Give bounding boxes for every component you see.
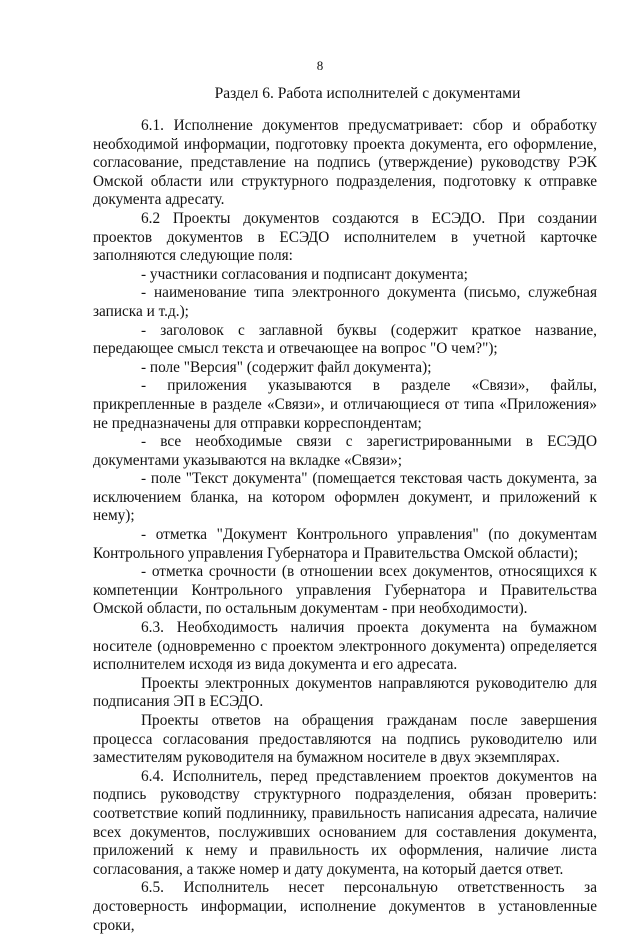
- paragraph: - участники согласования и подписант документа;: [141, 265, 468, 283]
- paragraph: Проекты электронных документов направляются руководителю для подписания ЭП в ЕСЭДО.: [93, 674, 597, 711]
- paragraph: - все необходимые связи с зарегистрированными в ЕСЭДО документами указываются на вкладке «Связи»;: [93, 433, 597, 469]
- section-title: Раздел 6. Работа исполнителей с документами: [214, 85, 521, 102]
- page-number: 8: [316, 58, 324, 73]
- paragraph: - отметка "Документ Контрольного управления" (по документам Контрольного управления Губернатора и Правительства Омской области);: [93, 526, 597, 562]
- paragraph: - отметка срочности (в отношении всех документов, относящихся к компетенции Контрольного управления Губернатора и Правительства Омской области, по остальным документам - при необходимости).: [93, 563, 597, 618]
- paragraph: 6.5. Исполнитель несет персональную ответственность за достоверность информации, исполнение документов в установленные сроки,: [93, 879, 597, 934]
- paragraph: - поле "Текст документа" (помещается текстовая часть документа, за исключением бланка, на котором оформлен документ, и приложений к нему);: [93, 470, 597, 525]
- paragraph: - поле "Версия" (содержит файл документа);: [141, 358, 432, 376]
- paragraph: 6.4. Исполнитель, перед представлением проектов документов на подпись руководству структурного подразделения, обязан проверить: соответствие копий подлиннику, правильность написания адресата, наличие всех документов, послуживших основанием для составления документа, приложений к нему и правильность их оформления, наличие листа согласования, а также номер и дату документа, на который дается ответ.: [93, 767, 597, 878]
- paragraph: 6.2 Проекты документов создаются в ЕСЭДО. При создании проектов документов в ЕСЭДО исполнителем в учетной карточке заполняются следующие поля:: [93, 209, 597, 265]
- paragraph: 6.1. Исполнение документов предусматривает: сбор и обработку необходимой информации, подготовку проекта документа, его оформление, согласование, представление на подпись (утверждение) руководству РЭК Омской области или структурного подразделения, подготовку к отправке документа адресату.: [93, 117, 597, 209]
- paragraph: - наименование типа электронного документа (письмо, служебная записка и т.д.);: [93, 284, 597, 320]
- document-body: [93, 117, 597, 935]
- paragraph: - приложения указываются в разделе «Связи», файлы, прикрепленные в разделе «Связи», и отличающиеся от типа «Приложения» не предназначены для отправки корреспондентам;: [93, 377, 597, 432]
- paragraph: - заголовок с заглавной буквы (содержит краткое название, передающее смысл текста и отвечающее на вопрос "О чем?");: [93, 321, 597, 358]
- paragraph: 6.3. Необходимость наличия проекта документа на бумажном носителе (одновременно с проектом электронного документа) определяется исполнителем исходя из вида документа и его адресата.: [93, 619, 597, 674]
- paragraph: Проекты ответов на обращения гражданам после завершения процесса согласования предоставляются на подпись руководителю или заместителям руководителя на бумажном носителе в двух экземплярах.: [93, 712, 597, 767]
